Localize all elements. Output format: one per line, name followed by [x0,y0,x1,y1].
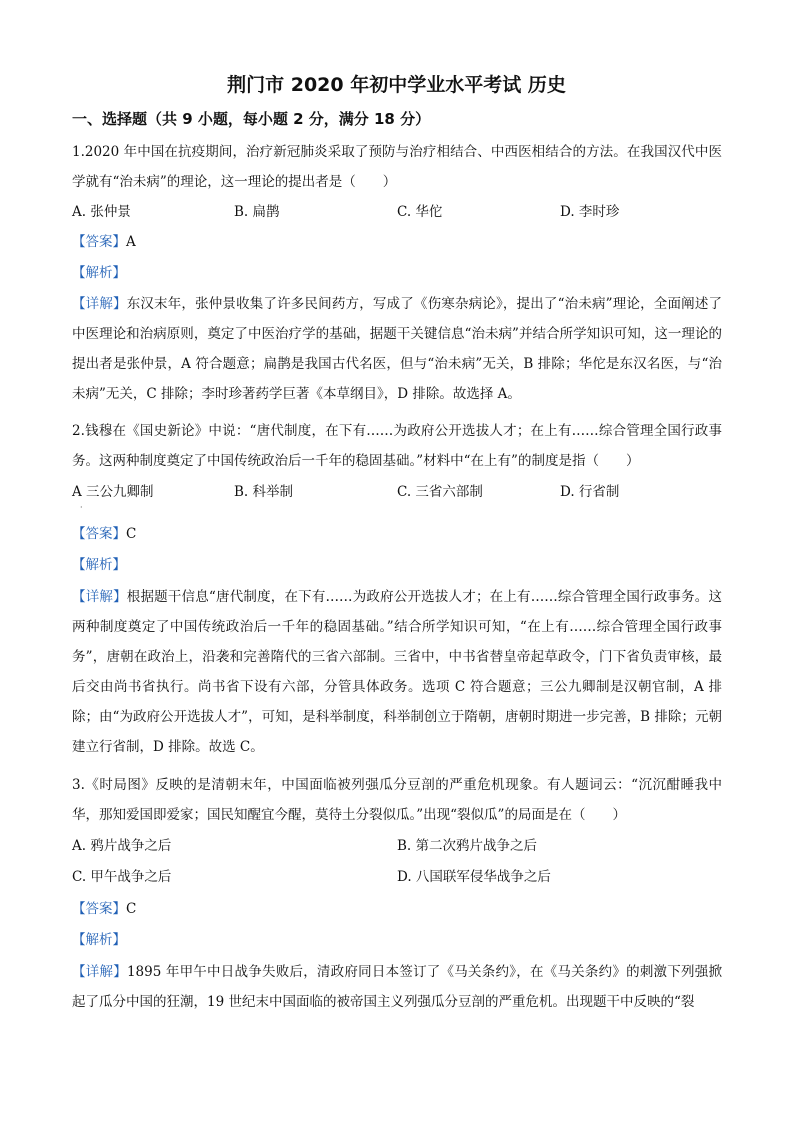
detail-text: 1895 年甲午中日战争失败后，清政府同日本签订了《马关条约》，在《马关条约》的刺激下列强掀起了瓜分中国的狂潮，19 世纪末中国面临的被帝国主义列强瓜分豆剖的严重危机。出现题干中反映的“裂 [72,964,723,1010]
option-c: C. 华佗 [397,204,443,220]
answer-label: 【答案】 [72,526,126,542]
answer-2 [72,519,136,549]
question-2-options [72,477,722,507]
question-3-options-row-2 [72,862,722,892]
option-b: B. 第二次鸦片战争之后 [397,838,538,854]
option-c: C. 甲午战争之后 [72,869,172,885]
answer-value: A [126,234,136,250]
detail-label: 【详解】 [72,589,127,605]
option-d: D. 八国联军侵华战争之后 [397,869,551,885]
stray-dot: · [80,503,83,512]
option-b: B. 科举制 [234,484,294,500]
analysis-label: 【解析】 [72,557,126,573]
option-d: D. 李时珍 [560,204,620,220]
detail-label: 【详解】 [72,964,127,980]
answer-label: 【答案】 [72,234,126,250]
detail-label: 【详解】 [72,296,127,312]
section-heading: 一、选择题（共 9 小题，每小题 2 分，满分 18 分） [72,110,431,128]
question-3-options-row-1 [72,831,722,861]
detail-text: 根据题干信息“唐代制度，在下有……为政府公开选拔人才；在上有……综合管理全国行政事务。这两种制度奠定了中国传统政治后一千年的稳固基础。”结合所学知识可知，“在上有……综合管理全国行政事务”，唐朝在政治上，沿袭和完善隋代的三省六部制。三省中，中书省替皇帝起草政令，门下省负责审核，最后交由尚书省执行。尚书省下设有六部，分管具体政务。选项 C 符合题意；三公九卿制是汉朝官制，A 排除；由“为政府公开选拔人才”，可知，是科举制度，科举制创立于隋朝，唐朝时期进一步完善，B 排除；元朝建立行省制，D 排除。故选 C。 [72,589,722,755]
analysis-label: 【解析】 [72,932,126,948]
question-2-stem: 2.钱穆在《国史新论》中说：“唐代制度，在下有……为政府公开选拔人才；在上有……综合管理全国行政事务。这两种制度奠定了中国传统政治后一千年的稳固基础。”材料中“在上有”的制度是指（ ） [72,423,722,469]
question-1-options [72,197,722,227]
question-3-stem: 3.《时局图》反映的是清朝末年，中国面临被列强瓜分豆剖的严重危机现象。有人题词云：“沉沉酣睡我中华，那知爱国即爱家；国民知醒宜今醒，莫待土分裂似瓜。”出现“裂似瓜”的局面是在（ ） [72,777,722,823]
analysis-2 [72,550,126,580]
answer-label: 【答案】 [72,901,126,917]
answer-value: C [126,526,137,542]
option-a: A. 张仲景 [72,204,131,220]
detail-text: 东汉末年，张仲景收集了许多民间药方，写成了《伤寒杂病论》，提出了“治未病”理论，全面阐述了中医理论和治病原则，奠定了中医治疗学的基础，据题干关键信息“治未病”并结合所学知识可知，这一理论的提出者是张仲景，A 符合题意；扁鹊是我国古代名医，但与“治未病”无关，B 排除；华佗是东汉名医，与“治未病”无关，C 排除；李时珍著药学巨著《本草纲目》，D 排除。故选择 A。 [72,296,722,402]
question-1-stem: 1.2020 年中国在抗疫期间，治疗新冠肺炎采取了预防与治疗相结合、中西医相结合的方法。在我国汉代中医学就有“治未病”的理论，这一理论的提出者是（ ） [72,144,722,190]
option-b: B. 扁鹊 [234,204,280,220]
analysis-1 [72,258,126,288]
detail-1 [72,289,722,409]
answer-1 [72,227,136,257]
page-title: 荆门市 2020 年初中学业水平考试 历史 [227,74,566,96]
answer-3 [72,894,136,924]
answer-value: C [126,901,137,917]
option-a: A 三公九卿制 [72,484,154,500]
option-c: C. 三省六部制 [397,484,483,500]
detail-2 [72,582,722,762]
option-a: A. 鸦片战争之后 [72,838,172,854]
analysis-3 [72,925,126,955]
detail-3 [72,957,722,1017]
option-d: D. 行省制 [560,484,620,500]
analysis-label: 【解析】 [72,265,126,281]
